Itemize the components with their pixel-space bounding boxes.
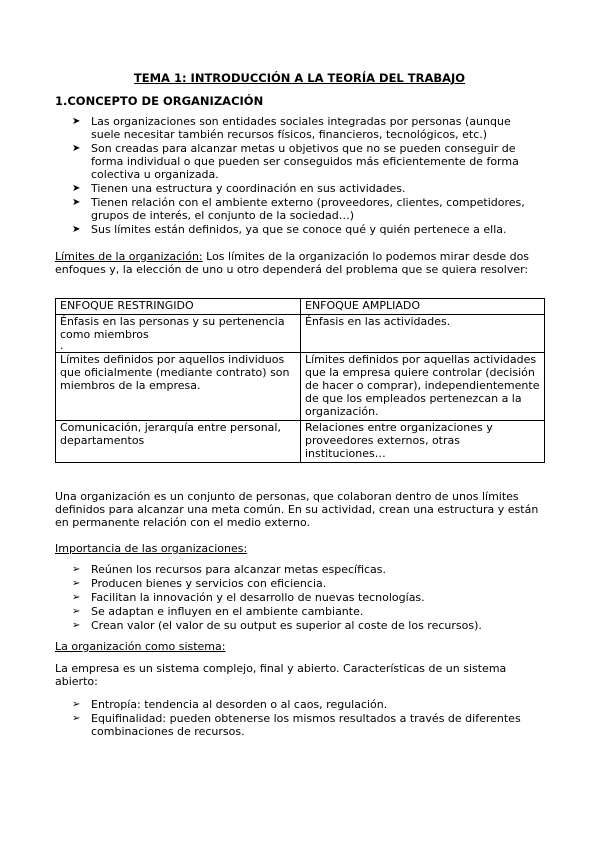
- table-header-cell: ENFOQUE AMPLIADO: [301, 299, 545, 315]
- list-item: ➢ Equifinalidad: pueden obtenerse los mismos resultados a través de diferentes combinaciones de recursos.: [72, 712, 521, 738]
- limits-paragraph: [55, 250, 545, 276]
- list-item: ➤ Son creadas para alcanzar metas u objetivos que no se pueden conseguir de forma individual o que pueden ser conseguidos más eficientemente de forma colectiva u organizada.: [72, 142, 519, 181]
- limits-label: Límites de la organización:: [55, 250, 203, 263]
- list-item: ➤ Sus límites están definidos, ya que se conoce qué y quién pertenece a ella.: [72, 223, 507, 236]
- list-item: ➢ Entropía: tendencia al desorden o al caos, regulación.: [72, 698, 388, 711]
- table-cell: Límites definidos por aquellos individuos que oficialmente (mediante contrato) son miembros de la empresa.: [56, 353, 301, 421]
- approach-table: [55, 298, 545, 463]
- arrow-bullet-icon: ➤: [72, 224, 81, 235]
- section-heading: 1.CONCEPTO DE ORGANIZACIÓN: [55, 94, 264, 108]
- definition-paragraph: Una organización es un conjunto de personas, que colaboran dentro de unos límites definidos para alcanzar una meta común. En su actividad, crean una estructura y están en permanente relación con el medio externo.: [55, 490, 539, 529]
- importance-heading: Importancia de las organizaciones:: [55, 542, 248, 555]
- arrow-bullet-icon: ➤: [72, 183, 81, 194]
- page-title: TEMA 1: INTRODUCCIÓN A LA TEORÍA DEL TRABAJO: [133, 71, 466, 85]
- table-row: [56, 421, 545, 463]
- list-item: ➢ Reúnen los recursos para alcanzar metas específicas.: [72, 563, 387, 576]
- system-heading: La organización como sistema:: [55, 640, 226, 653]
- arrow-bullet-icon: ➢: [72, 564, 81, 575]
- list-item: ➢ Crean valor (el valor de su output es superior al coste de los recursos).: [72, 619, 482, 632]
- limits-text: Los límites de la organización lo podemos mirar desde dos enfoques y, la elección de uno u otro dependerá del problema que se quiera resolver:: [55, 250, 530, 276]
- importance-list: [72, 563, 542, 633]
- list-item: ➤ Las organizaciones son entidades sociales integradas por personas (aunque suele necesitar también recursos físicos, financieros, tecnológicos, etc.): [72, 115, 511, 141]
- system-list: [72, 698, 542, 739]
- table-header-row: [56, 299, 545, 315]
- table-cell: Énfasis en las actividades.: [301, 315, 545, 353]
- table-cell: Comunicación, jerarquía entre personal, departamentos: [56, 421, 301, 463]
- arrow-bullet-icon: ➢: [72, 578, 81, 589]
- arrow-bullet-icon: ➤: [72, 197, 81, 208]
- arrow-bullet-icon: ➢: [72, 620, 81, 631]
- list-item: ➢ Producen bienes y servicios con eficiencia.: [72, 577, 327, 590]
- list-item: ➤ Tienen una estructura y coordinación en sus actividades.: [72, 182, 406, 195]
- table-row: [56, 315, 545, 353]
- table-header-cell: ENFOQUE RESTRINGIDO: [56, 299, 301, 315]
- concept-list: [72, 115, 542, 237]
- arrow-bullet-icon: ➤: [72, 116, 81, 127]
- table-cell: Énfasis en las personas y su pertenencia como miembros .: [56, 315, 301, 353]
- arrow-bullet-icon: ➢: [72, 606, 81, 617]
- arrow-bullet-icon: ➢: [72, 713, 81, 724]
- list-item: ➢ Se adaptan e influyen en el ambiente cambiante.: [72, 605, 364, 618]
- arrow-bullet-icon: ➢: [72, 699, 81, 710]
- system-paragraph: La empresa es un sistema complejo, final y abierto. Características de un sistema abierto:: [55, 662, 507, 688]
- list-item: ➢ Facilitan la innovación y el desarrollo de nuevas tecnologías.: [72, 591, 425, 604]
- table-row: [56, 353, 545, 421]
- arrow-bullet-icon: ➤: [72, 143, 81, 154]
- table-cell: Relaciones entre organizaciones y proveedores externos, otras instituciones…: [301, 421, 545, 463]
- arrow-bullet-icon: ➢: [72, 592, 81, 603]
- list-item: ➤ Tienen relación con el ambiente externo (proveedores, clientes, competidores, grupos de interés, el conjunto de la sociedad…): [72, 196, 525, 222]
- table-cell: Límites definidos por aquellas actividades que la empresa quiere controlar (decisión de hacer o comprar), independientemente de que los empleados pertenezcan a la organización.: [301, 353, 545, 421]
